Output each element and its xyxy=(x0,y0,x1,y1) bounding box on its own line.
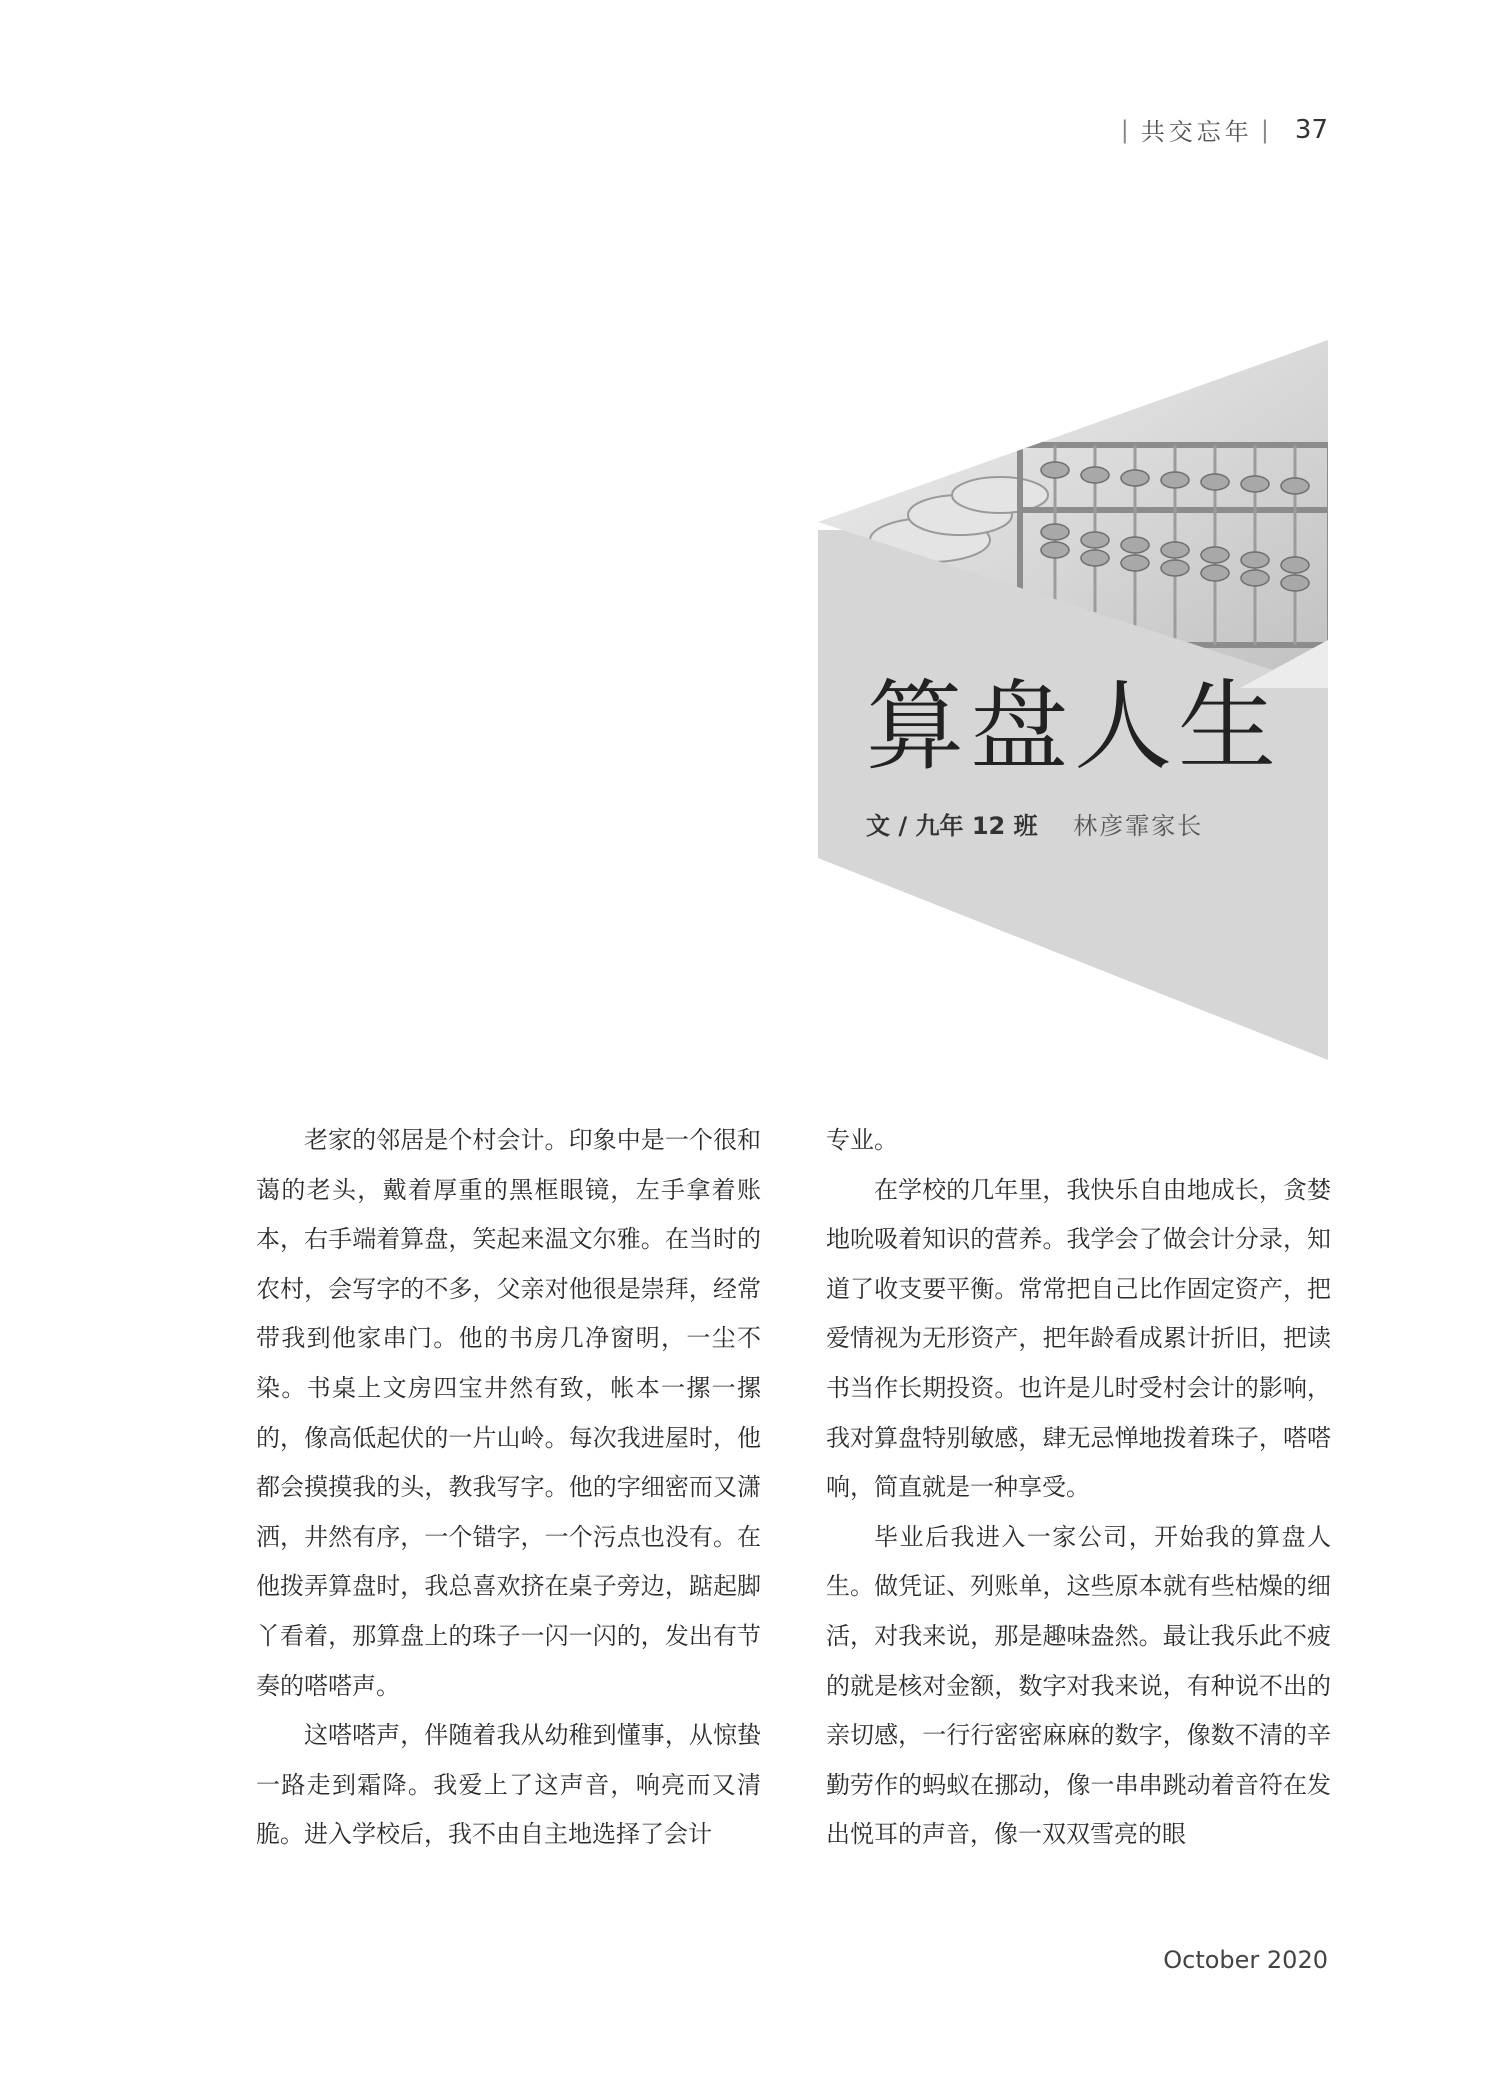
paragraph: 这嗒嗒声，伴随着我从幼稚到懂事，从惊蛰一路走到霜降。我爱上了这声音，响亮而又清脆。进入学校后，我不由自主地选择了会计 xyxy=(256,1721,761,1849)
byline-class: 文 / 九年 12 班 xyxy=(866,812,1038,840)
issue-date: October 2020 xyxy=(1163,1946,1328,1974)
article-title: 算盘人生 xyxy=(866,670,1283,784)
header-divider: | xyxy=(1120,115,1133,144)
page-number: 37 xyxy=(1294,114,1328,145)
body-column-right xyxy=(826,1116,1331,1860)
section-name: 共交忘年 xyxy=(1140,118,1253,146)
body-column-left xyxy=(256,1116,761,1860)
header-divider: | xyxy=(1260,115,1273,144)
article-byline xyxy=(866,806,1203,841)
paragraph-continuation: 专业。 xyxy=(826,1126,898,1154)
paragraph: 老家的邻居是个村会计。印象中是一个很和蔼的老头，戴着厚重的黑框眼镜，左手拿着账本，右手端着算盘，笑起来温文尔雅。在当时的农村，会写字的不多，父亲对他很是崇拜，经常带我到他家串门。他的书房几净窗明，一尘不染。书桌上文房四宝井然有致，帐本一摞一摞的，像高低起伏的一片山岭。每次我进屋时，他都会摸摸我的头，教我写字。他的字细密而又潇洒，井然有序，一个错字，一个污点也没有。在他拨弄算盘时，我总喜欢挤在桌子旁边，踮起脚丫看着，那算盘上的珠子一闪一闪的，发出有节奏的嗒嗒声。 xyxy=(256,1126,761,1700)
paragraph: 在学校的几年里，我快乐自由地成长，贪婪地吮吸着知识的营养。我学会了做会计分录，知道了收支要平衡。常常把自己比作固定资产，把爱情视为无形资产，把年龄看成累计折旧，把读书当作长期投资。也许是儿时受村会计的影响，我对算盘特别敏感，肆无忌惮地拨着珠子，嗒嗒响，简直就是一种享受。 xyxy=(826,1175,1331,1502)
paragraph: 毕业后我进入一家公司，开始我的算盘人生。做凭证、列账单，这些原本就有些枯燥的细活，对我来说，那是趣味盎然。最让我乐此不疲的就是核对金额，数字对我来说，有种说不出的亲切感，一行行密密麻麻的数字，像数不清的辛勤劳作的蚂蚁在挪动，像一串串跳动着音符在发出悦耳的声音，像一双双雪亮的眼 xyxy=(826,1522,1331,1849)
byline-author: 林彦霏家长 xyxy=(1073,812,1204,840)
